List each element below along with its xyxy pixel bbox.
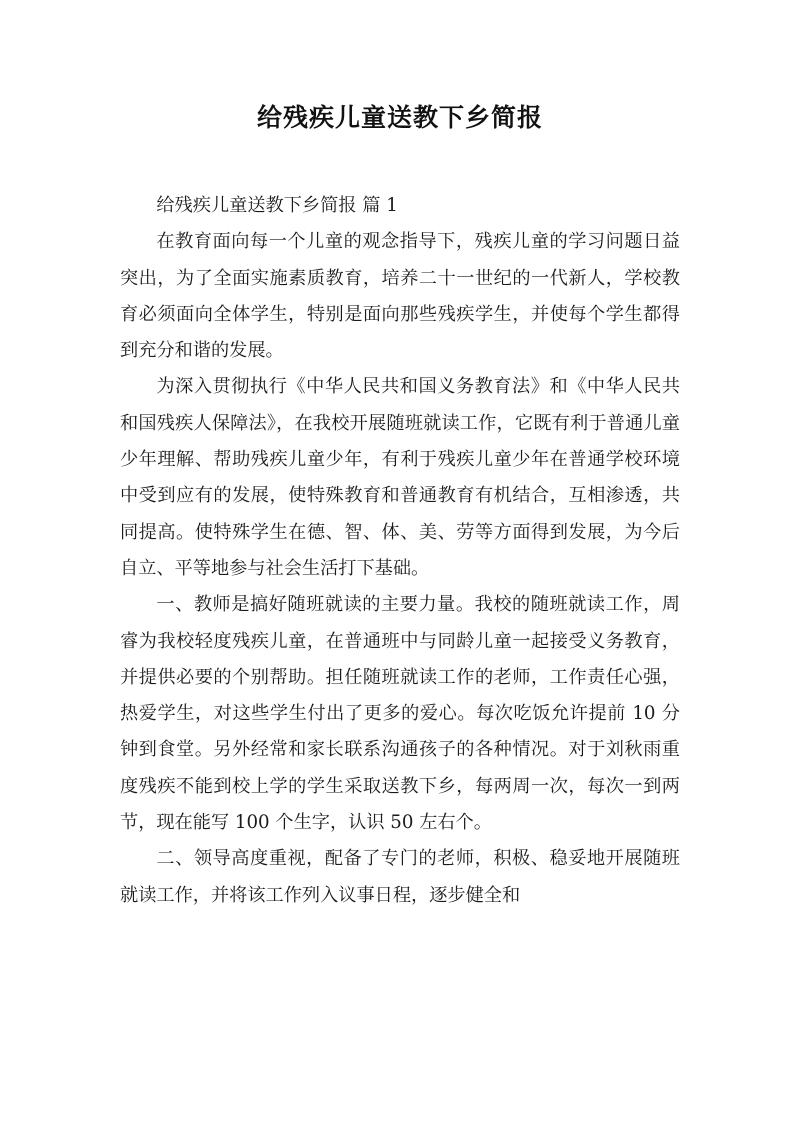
paragraph-leadership: 二、领导高度重视，配备了专门的老师，积极、稳妥地开展随班就读工作，并将该工作列入议事日程，逐步健全和: [120, 848, 680, 906]
section-heading: 给残疾儿童送教下乡简报 篇 1: [156, 195, 398, 216]
paragraph-law: 为深入贯彻执行《中华人民共和国义务教育法》和《中华人民共和国残疾人保障法》，在我校开展随班就读工作，它既有利于普通儿童少年理解、帮助残疾儿童少年，有利于残疾儿童少年在普通学校环境中受到应有的发展，使特殊教育和普通教育有机结合，互相渗透，共同提高。使特殊学生在德、智、体、美、劳等方面得到发展，为今后自立、平等地参与社会生活打下基础。: [120, 376, 680, 579]
paragraph-intro: 在教育面向每一个儿童的观念指导下，残疾儿童的学习问题日益突出，为了全面实施素质教育，培养二十一世纪的一代新人，学校教育必须面向全体学生，特别是面向那些残疾学生，并使每个学生都得到充分和谐的发展。: [120, 231, 680, 362]
paragraph-teachers: 一、教师是搞好随班就读的主要力量。我校的随班就读工作，周睿为我校轻度残疾儿童，在普通班中与同龄儿童一起接受义务教育，并提供必要的个别帮助。担任随班就读工作的老师，工作责任心强，热爱学生，对这些学生付出了更多的爱心。每次吃饭允许提前 10 分钟到食堂。另外经常和家长联系沟通孩子的各种情况。对于刘秋雨重度残疾不能到校上学的学生采取送教下乡，每两周一次，每次一到两节，现在能写 100 个生字，认识 50 左右个。: [120, 594, 680, 834]
document-body: [120, 188, 680, 914]
document-title: 给残疾儿童送教下乡简报: [256, 103, 543, 132]
